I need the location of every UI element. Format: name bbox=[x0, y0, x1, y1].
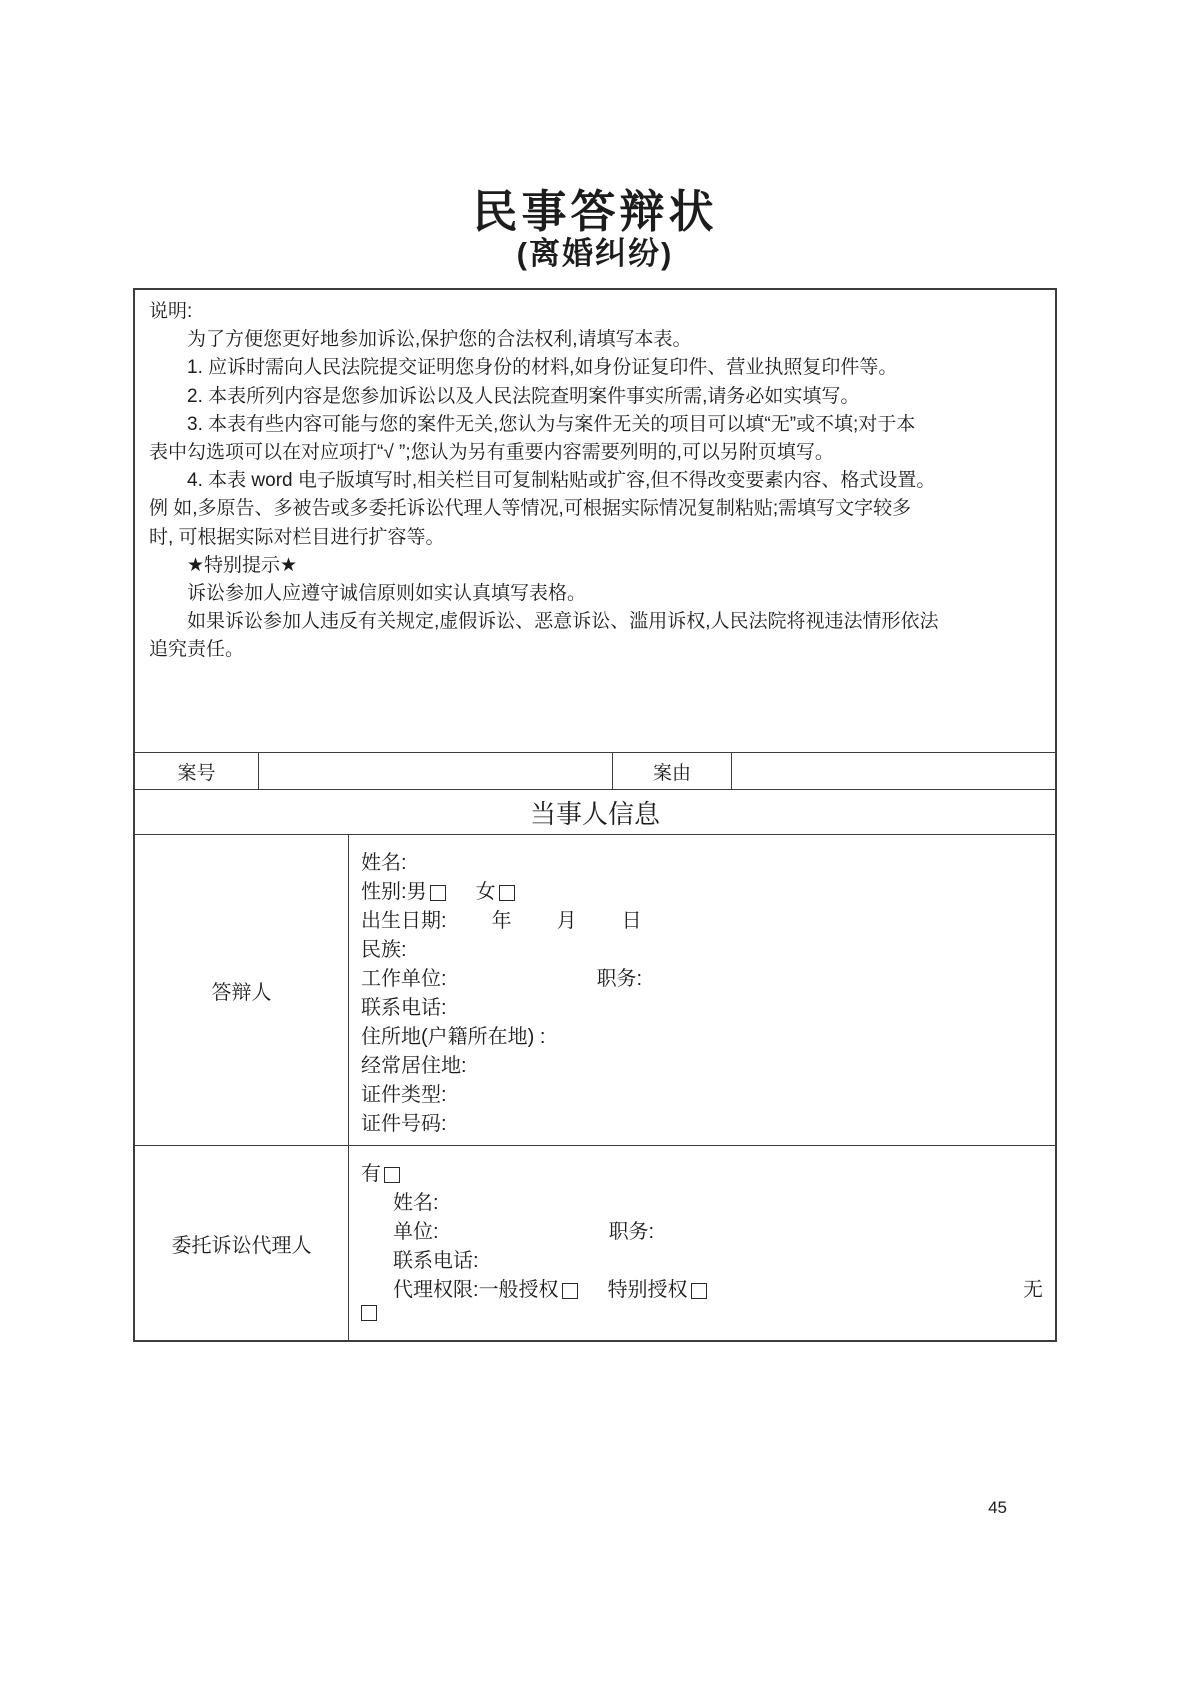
checkbox-has-agent-icon[interactable] bbox=[384, 1167, 400, 1183]
cause-label: 案由 bbox=[613, 753, 732, 789]
instruction-special-note-title: ★特别提示★ bbox=[187, 554, 298, 576]
instruction-line: 时, 可根据实际对栏目进行扩容等。 bbox=[149, 526, 445, 548]
has-agent-label: 有 bbox=[361, 1163, 381, 1185]
respondent-label: 答辩人 bbox=[135, 835, 349, 1145]
respondent-id-type-field[interactable] bbox=[361, 1081, 1043, 1110]
respondent-employer-field[interactable] bbox=[361, 965, 1043, 994]
instruction-line: 例 如,多原告、多被告或多委托诉讼代理人等情况,可根据实际情况复制粘贴;需填写文字较多 bbox=[149, 498, 912, 520]
gender-label: 性别: bbox=[361, 881, 407, 903]
respondent-birthdate-field[interactable] bbox=[361, 907, 1043, 936]
phone-label: 联系电话: bbox=[361, 997, 447, 1019]
instruction-line: 4. 本表 word 电子版填写时,相关栏目可复制粘贴或扩容,但不得改变要素内容、格式设置。 bbox=[187, 470, 936, 492]
id-type-label: 证件类型: bbox=[361, 1084, 447, 1106]
birthdate-label: 出生日期: bbox=[361, 910, 447, 932]
agent-row bbox=[135, 1146, 1055, 1340]
checkbox-no-agent-icon[interactable] bbox=[361, 1305, 377, 1321]
authority-label: 代理权限: bbox=[393, 1279, 479, 1301]
respondent-fields bbox=[349, 835, 1055, 1145]
agent-has-field bbox=[361, 1160, 1043, 1189]
checkbox-general-authorization-icon[interactable] bbox=[562, 1283, 578, 1299]
agent-unit-label: 单位: bbox=[393, 1221, 439, 1243]
case-row bbox=[135, 753, 1055, 790]
respondent-name-field[interactable] bbox=[361, 849, 1043, 878]
instructions-section bbox=[135, 290, 1055, 753]
id-number-label: 证件号码: bbox=[361, 1113, 447, 1135]
agent-name-label: 姓名: bbox=[393, 1192, 439, 1214]
day-label: 日 bbox=[621, 910, 642, 932]
agent-phone-field[interactable] bbox=[361, 1247, 1043, 1276]
agent-none-checkbox-line bbox=[361, 1305, 1043, 1321]
respondent-gender-field bbox=[361, 878, 1043, 907]
agent-label: 委托诉讼代理人 bbox=[135, 1146, 349, 1340]
document-subtitle: (离婚纠纷) bbox=[516, 236, 674, 271]
instruction-line: 如果诉讼参加人违反有关规定,虚假诉讼、恶意诉讼、滥用诉权,人民法院将视违法情形依法 bbox=[187, 611, 939, 633]
instruction-line: 3. 本表有些内容可能与您的案件无关,您认为与案件无关的项目可以填“无”或不填;对于本 bbox=[187, 413, 916, 435]
month-label: 月 bbox=[556, 910, 577, 932]
instruction-line: 2. 本表所列内容是您参加诉讼以及人民法院查明案件事实所需,请务必如实填写。 bbox=[187, 385, 860, 407]
agent-position-label: 职务: bbox=[608, 1221, 655, 1243]
cause-value[interactable] bbox=[732, 753, 1055, 789]
respondent-residence-field[interactable] bbox=[361, 1052, 1043, 1081]
checkbox-special-authorization-icon[interactable] bbox=[691, 1283, 707, 1299]
instruction-line: 说明: bbox=[149, 301, 193, 322]
agent-unit-field[interactable] bbox=[361, 1218, 1043, 1247]
special-authorization-label: 特别授权 bbox=[607, 1279, 688, 1301]
form-table bbox=[133, 288, 1057, 1342]
respondent-phone-field[interactable] bbox=[361, 994, 1043, 1023]
instruction-line: 诉讼参加人应遵守诚信原则如实认真填写表格。 bbox=[187, 583, 587, 605]
agent-name-field[interactable] bbox=[361, 1189, 1043, 1218]
respondent-address-field[interactable] bbox=[361, 1023, 1043, 1052]
case-number-label: 案号 bbox=[135, 753, 259, 789]
checkbox-female-icon[interactable] bbox=[499, 885, 515, 901]
address-label: 住所地(户籍所在地) : bbox=[361, 1026, 546, 1048]
no-agent-label: 无 bbox=[1023, 1279, 1043, 1301]
case-number-value[interactable] bbox=[259, 753, 613, 789]
agent-phone-label: 联系电话: bbox=[393, 1250, 479, 1272]
agent-fields bbox=[349, 1146, 1055, 1340]
name-label: 姓名: bbox=[361, 852, 407, 874]
position-label: 职务: bbox=[596, 968, 643, 990]
instruction-line: 表中勾选项可以在对应项打“√ ”;您认为另有重要内容需要列明的,可以另附页填写。 bbox=[149, 442, 834, 464]
residence-label: 经常居住地: bbox=[361, 1055, 467, 1077]
document-title: 民事答辩状 bbox=[472, 186, 718, 237]
respondent-row bbox=[135, 835, 1055, 1146]
agent-authority-field bbox=[361, 1276, 1043, 1305]
party-info-header: 当事人信息 bbox=[135, 790, 1055, 835]
page-number: 45 bbox=[988, 1498, 1007, 1517]
instruction-line: 为了方便您更好地参加诉讼,保护您的合法权利,请填写本表。 bbox=[187, 329, 692, 351]
instruction-line: 1. 应诉时需向人民法院提交证明您身份的材料,如身份证复印件、营业执照复印件等。 bbox=[187, 357, 898, 379]
respondent-ethnicity-field[interactable] bbox=[361, 936, 1043, 965]
instruction-line: 追究责任。 bbox=[149, 639, 245, 661]
year-label: 年 bbox=[491, 910, 512, 932]
female-label: 女 bbox=[475, 881, 496, 903]
checkbox-male-icon[interactable] bbox=[430, 885, 446, 901]
male-label: 男 bbox=[406, 881, 427, 903]
general-authorization-label: 一般授权 bbox=[478, 1279, 559, 1301]
ethnicity-label: 民族: bbox=[361, 939, 407, 961]
respondent-id-number-field[interactable] bbox=[361, 1110, 1043, 1139]
employer-label: 工作单位: bbox=[361, 968, 447, 990]
